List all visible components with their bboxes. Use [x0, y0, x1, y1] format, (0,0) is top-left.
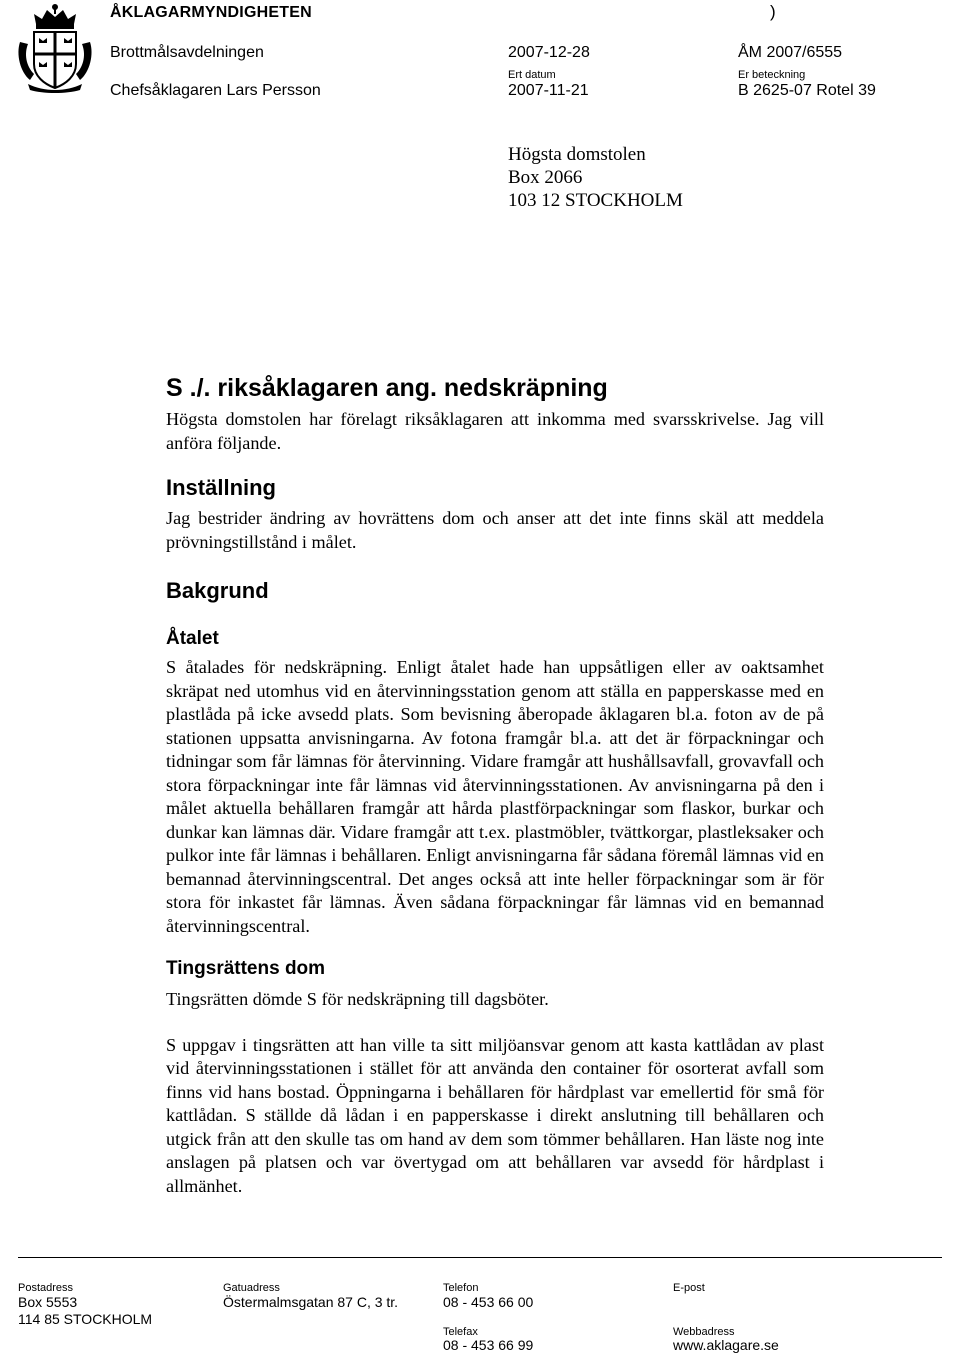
heading-atalet: Åtalet [166, 628, 219, 649]
header-parenthesis: ) [770, 2, 776, 21]
web-label: Webbadress [673, 1326, 735, 1338]
phone-label: Telefon [443, 1282, 479, 1294]
installning-paragraph: Jag bestrider ändring av hovrättens dom och anser att det inte finns skäl att meddela prövningstillstånd i målet. [166, 508, 824, 552]
your-date-label: Ert datum [508, 69, 556, 81]
street-address: Östermalmsgatan 87 C, 3 tr. [223, 1294, 399, 1310]
intro-paragraph: Högsta domstolen har förelagt riksåklagaren att inkomma med svarsskrivelse. Jag vill anföra följande. [166, 409, 824, 453]
sender: Chefsåklagaren Lars Persson [110, 82, 321, 99]
phone-number: 08 - 453 66 00 [443, 1294, 534, 1310]
recipient-address [508, 143, 683, 212]
recipient-line: Box 2066 [508, 167, 583, 188]
document-date: 2007-12-28 [508, 44, 590, 61]
department: Brottmålsavdelningen [110, 44, 264, 61]
postal-address-line-1: Box 5553 [18, 1294, 78, 1310]
recipient-line: 103 12 STOCKHOLM [508, 190, 683, 211]
your-ref-label: Er beteckning [738, 69, 806, 81]
fax-number: 08 - 453 66 99 [443, 1337, 534, 1353]
email-label: E-post [673, 1282, 705, 1294]
fax-label: Telefax [443, 1326, 478, 1338]
case-number: ÅM 2007/6555 [738, 44, 843, 61]
your-reference: B 2625-07 Rotel 39 [738, 82, 876, 99]
heading-tingsrattens-dom: Tingsrättens dom [166, 958, 326, 979]
tingsratt-paragraph-1: Tingsrätten dömde S för nedskräpning till dagsböter. [166, 989, 549, 1009]
coat-of-arms-logo [14, 2, 96, 94]
your-date: 2007-11-21 [508, 82, 589, 99]
web-address[interactable]: www.aklagare.se [673, 1337, 779, 1353]
agency-name: ÅKLAGARMYNDIGHETEN [110, 4, 312, 21]
street-address-label: Gatuadress [223, 1282, 280, 1294]
postal-address-line-2: 114 85 STOCKHOLM [18, 1311, 153, 1327]
heading-bakgrund: Bakgrund [166, 578, 269, 603]
heading-installning: Inställning [166, 475, 276, 500]
tingsratt-paragraph-2: S uppgav i tingsrätten att han ville ta sitt miljöansvar genom att kasta kattlådan av plast vid återvinningsstationen i stället för att använda den container för osorterat avfall som finns vid hans bostad. Öppningarna i behållaren för hårdplast var emellertid för små för kattlådan. S ställde då lådan i en papperskasse i direkt anslutning till behållaren och utgick från att den skulle tas om hand av dem som tömmer behållaren. Han läste nog inte anslagen på platsen och var övertygad om att behållaren var avsedd för hårdplast i allmänhet. [166, 1034, 824, 1196]
letter-body [166, 370, 824, 1198]
atalet-paragraph: S åtalades för nedskräpning. Enligt åtalet hade han uppsåtligen eller av oaktsamhet skräpat ned utomhus vid en återvinningsstation genom att ställa en papperskasse med en plastlåda på icke avsedd plats. Som bevisning åberopade åklagaren bl.a. foton av de på stationen uppsatta anvisningarna. Av fotona framgår bl.a. att det är förpackningar och tidningar som får lämnas för återvinning. Vidare framgår att hushållsavfall, grovavfall och stora förpackningar inte får lämnas vid återvinningsstationen. Av anvisningarna på den i målet aktuella behållaren framgår att hårda plastförpackningar som flaskor, burkar och dunkar kan lämnas där. Vidare framgår att t.ex. plastmöbler, tvättkorgar, plastleksaker och pulkor inte får lämnas i behållaren. Enligt anvisningarna får sådana föremål lämnas vid en bemannad återvinningscentral. Det anges också att inte heller förpackningar som är för stora för inkastet får lämnas. Även sådana förpackningar får lämnas vid en bemannad återvinningscentral. [166, 657, 824, 936]
recipient-line: Högsta domstolen [508, 144, 646, 165]
footer-divider [18, 1257, 942, 1258]
postal-address-label: Postadress [18, 1282, 74, 1294]
document-title: S ./. riksåklagaren ang. nedskräpning [166, 374, 608, 402]
